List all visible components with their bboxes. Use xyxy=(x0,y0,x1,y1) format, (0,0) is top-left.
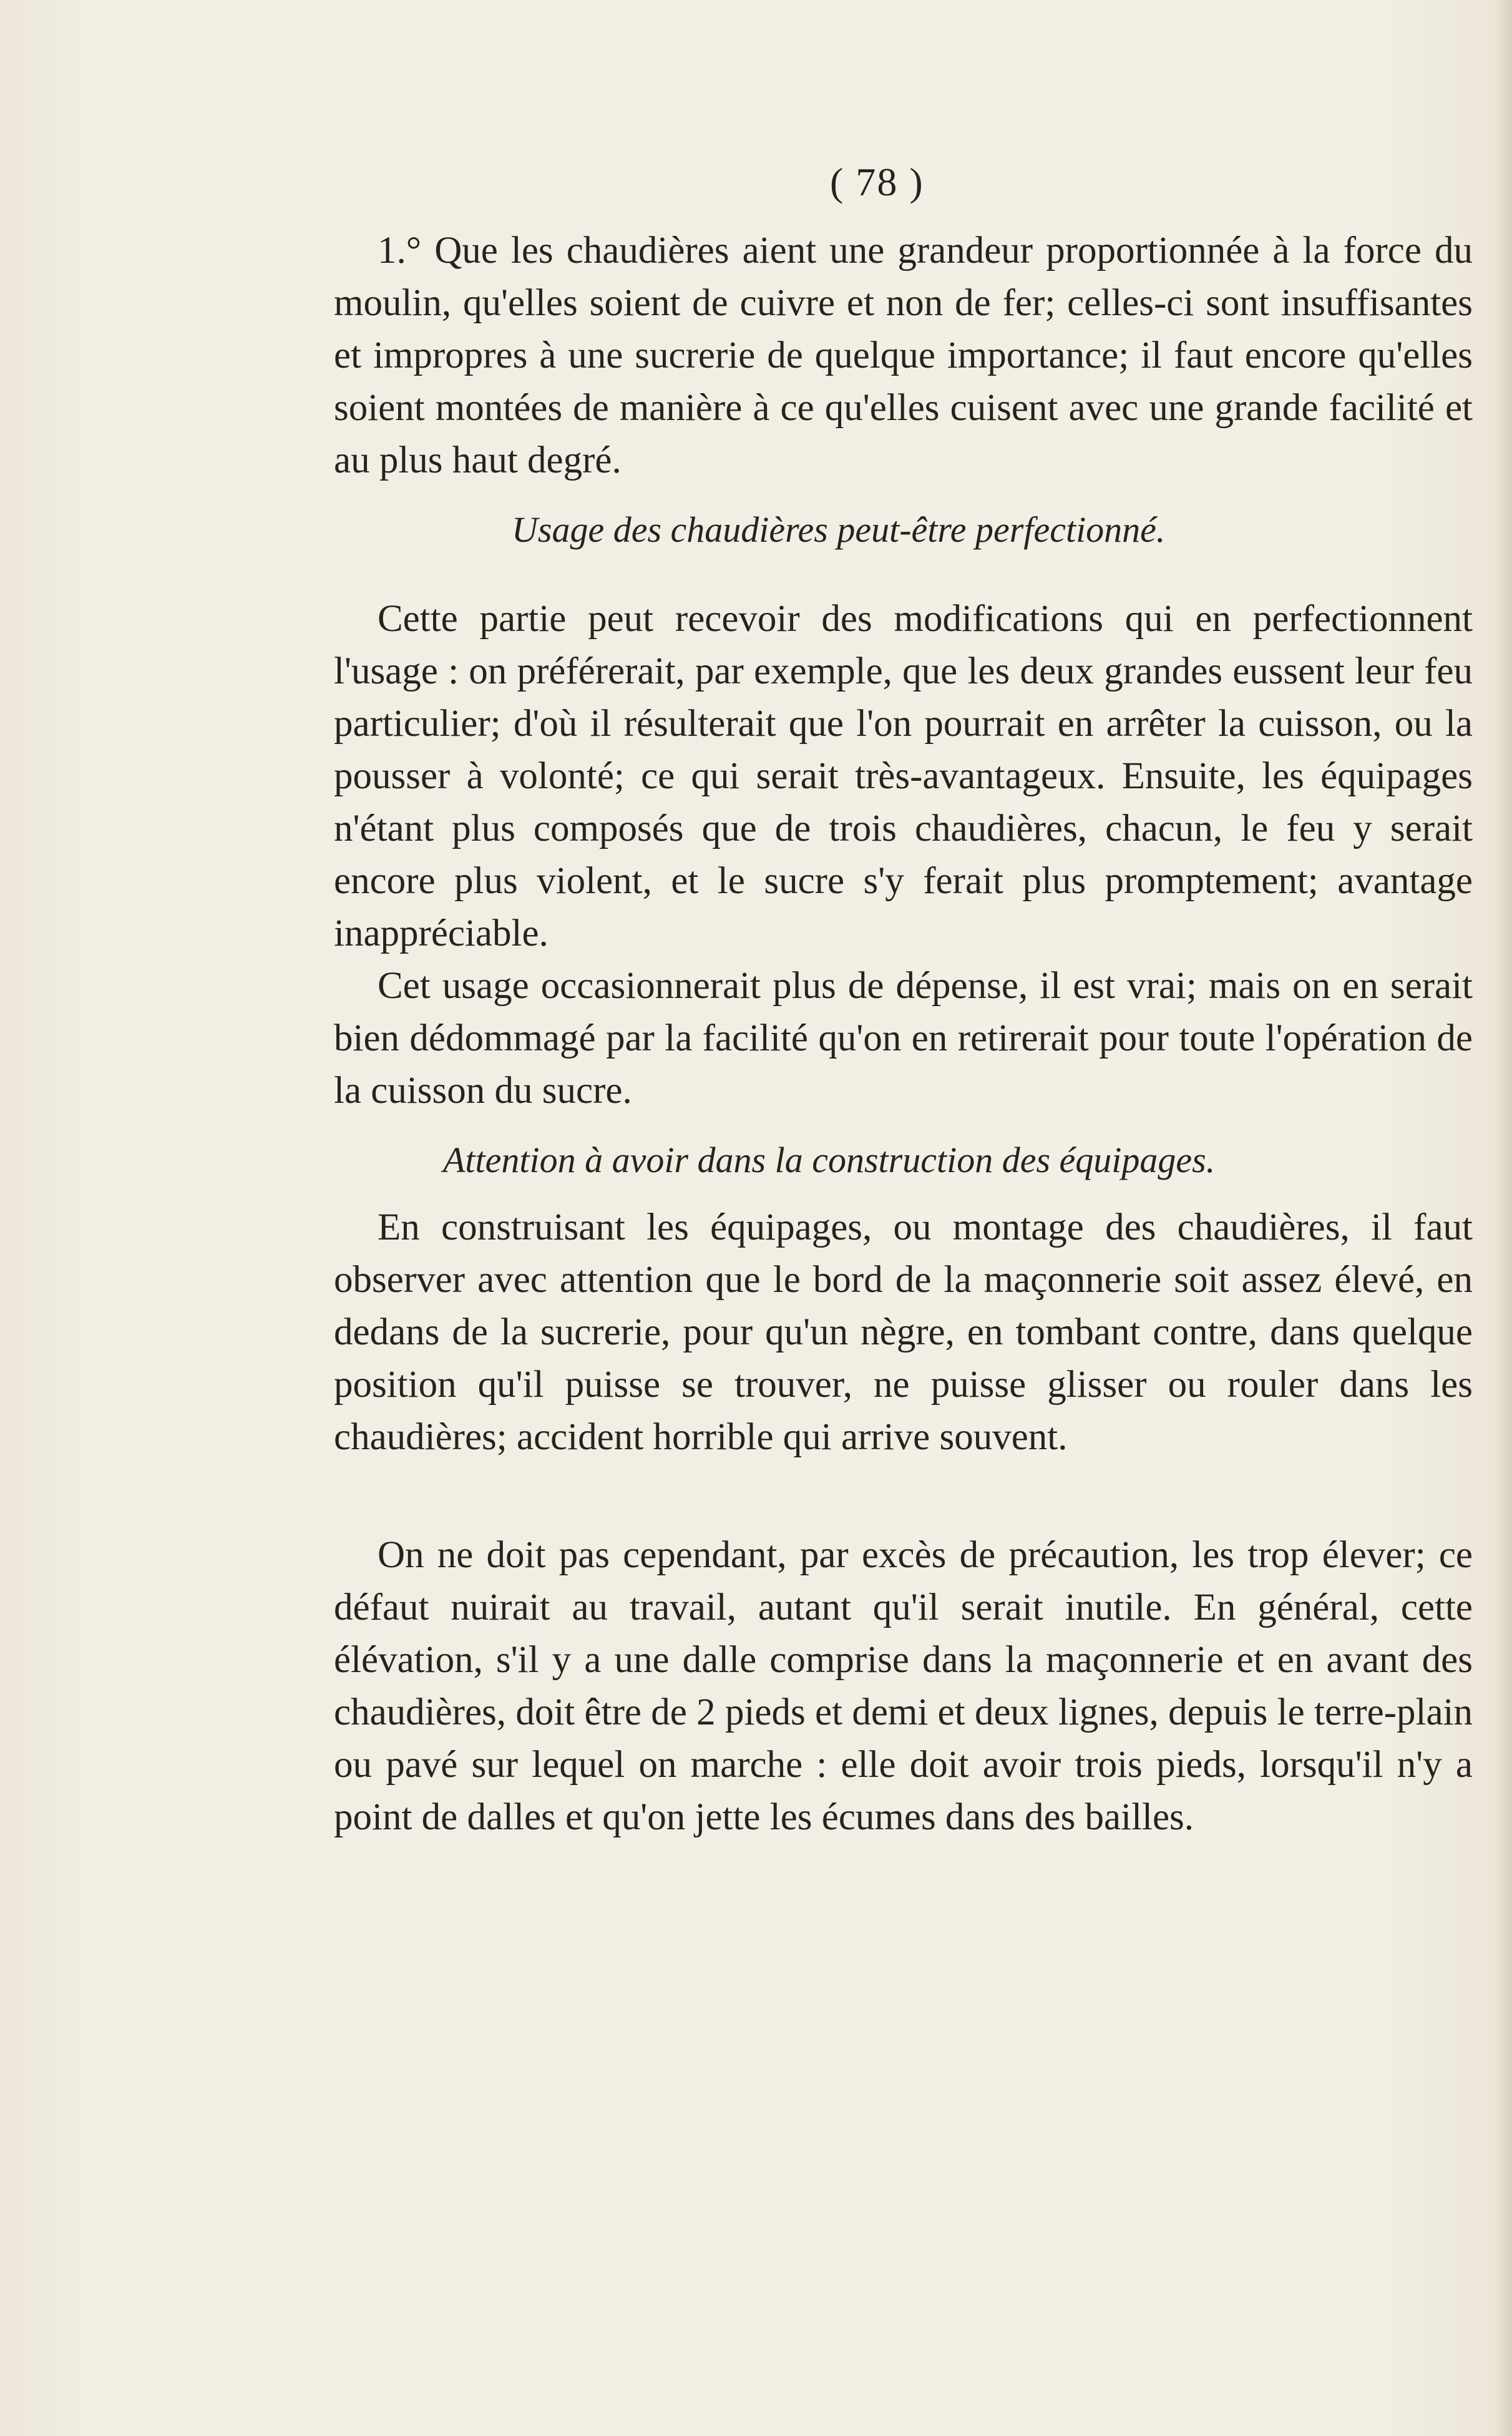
page-spine-shadow xyxy=(1493,0,1512,2436)
paragraph-depense: Cet usage occasionnerait plus de dépense, il est vrai; mais on en serait bien dédommagé par la facilité qu'on en retirerait pour toute l'opération de la cuisson du sucre. xyxy=(334,965,1473,1112)
paragraph-elevation: On ne doit pas cependant, par excès de précaution, les trop élever; ce défaut nuirait au travail, autant qu'il serait inutile. En général, cette élévation, s'il y a une dalle comprise dans la maçonnerie et en avant des chaudières, doit être de 2 pieds et demi et deux lignes, depuis le terre-plain ou pavé sur lequel on marche : elle doit avoir trois pieds, lorsqu'il n'y a point de dalles et qu'on jette les écumes dans des bailles. xyxy=(334,1534,1473,1838)
paragraph-modifications: Cette partie peut recevoir des modifications qui en perfectionnent l'usage : on préférerait, par exemple, que les deux grandes eussent leur feu particulier; d'où il résulterait que l'on pourrait en arrêter la cuisson, ou la pousser à volonté; ce qui serait très-avantageux. Ensuite, les équipages n'étant plus composés que de trois chaudières, chacun, le feu y serait encore plus violent, et le sucre s'y ferait plus promptement; avantage inappréciable. xyxy=(334,598,1473,954)
section-heading-attention: Attention à avoir dans la construction des équipages. xyxy=(443,1140,1216,1180)
paragraph-block-1 xyxy=(334,225,1473,487)
paragraph-block-3 xyxy=(334,1201,1473,1464)
page-number: ( 78 ) xyxy=(830,160,924,204)
paragraph-construction: En construisant les équipages, ou montage des chaudières, il faut observer avec attention que le bord de la maçonnerie soit assez élevé, en dedans de la sucrerie, pour qu'un nègre, en tombant contre, dans quelque position qu'il puisse se trouver, ne puisse glisser ou rouler dans les chaudières; accident horrible qui arrive souvent. xyxy=(334,1206,1473,1458)
paragraph-block-2 xyxy=(334,593,1473,1117)
paragraph-block-4 xyxy=(334,1529,1473,1844)
section-heading-usage: Usage des chaudières peut-être perfectionné. xyxy=(512,509,1166,550)
paragraph-chaudieres-cuivre: 1.° Que les chaudières aient une grandeur proportionnée à la force du moulin, qu'elles soient de cuivre et non de fer; celles-ci sont insuffisantes et impropres à une sucrerie de quelque importance; il faut encore qu'elles soient montées de manière à ce qu'elles cuisent avec une grande facilité et au plus haut degré. xyxy=(334,230,1473,481)
